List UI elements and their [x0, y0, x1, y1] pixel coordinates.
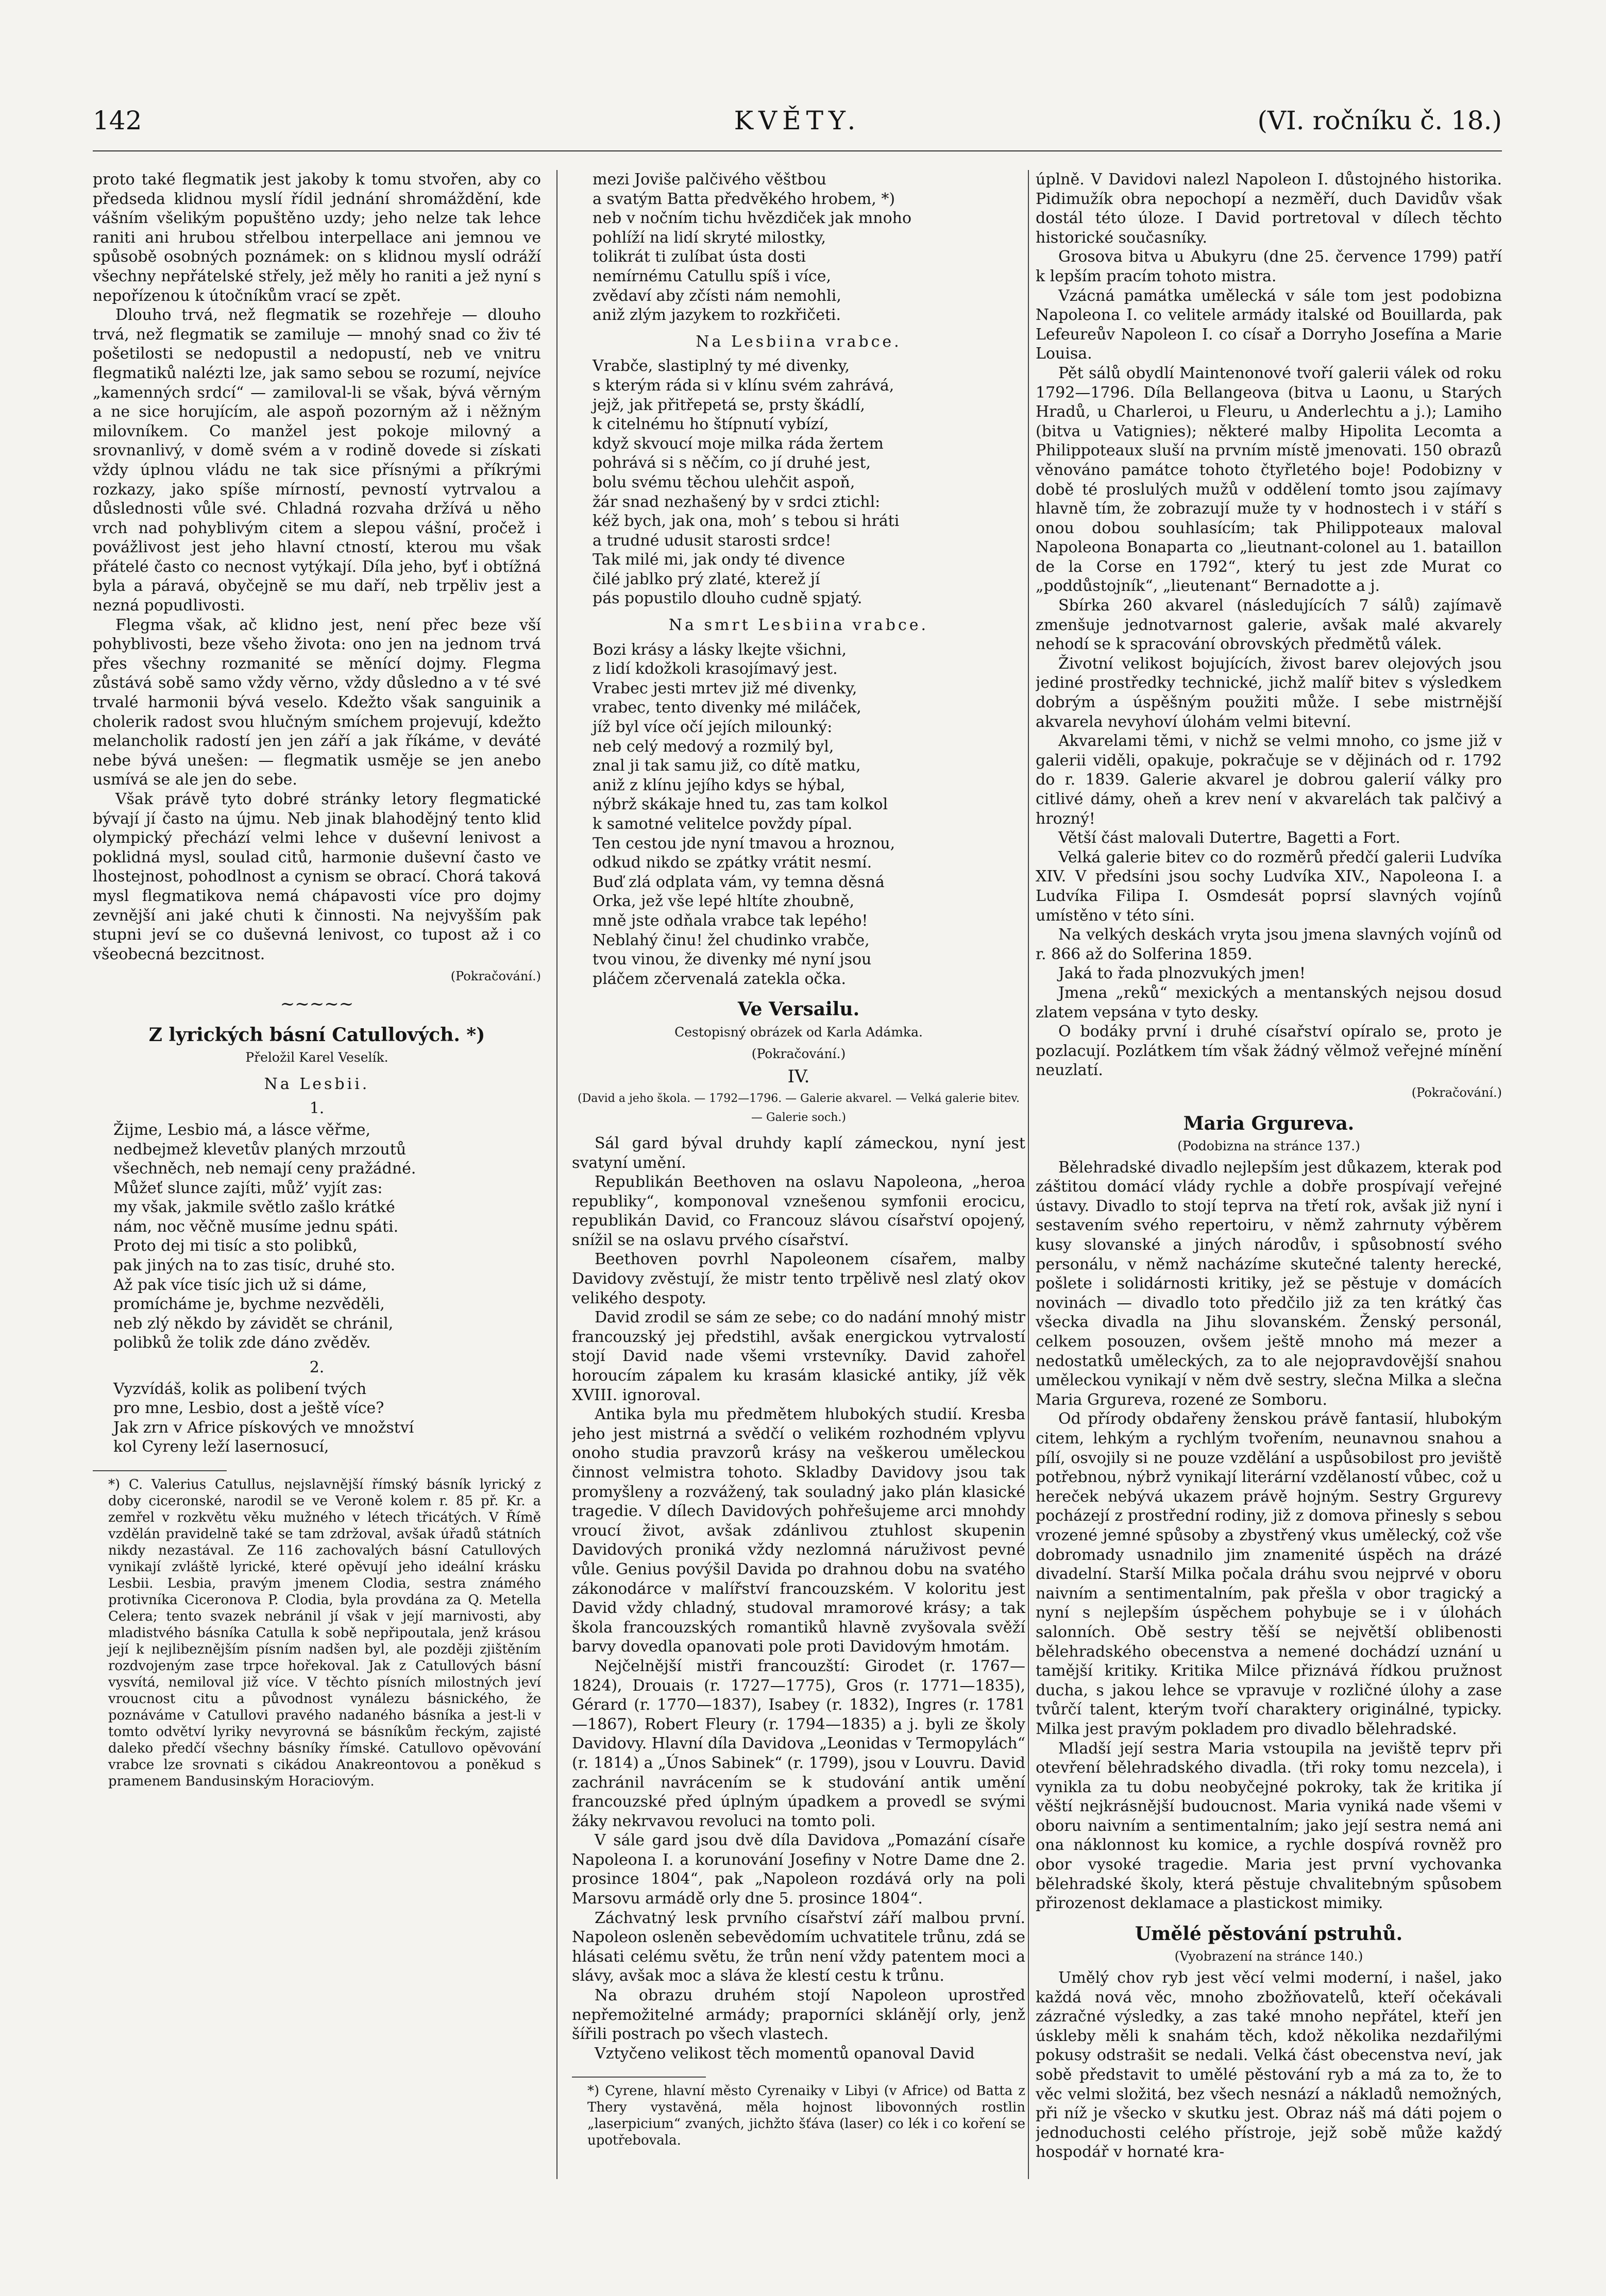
- column-2: [572, 170, 1025, 2210]
- article-paragraph: Antika byla mu předmětem hlubokých studií. Kresba jeho jest mistrná a svědčí o velikém rozhodném vplyvu onoho studia pravzorů krásy na veškerou uměleckou činnost velmistra tohoto. Skladby Davidovy jsou tak promyšleny a rozvážený, tak souladný jako plán klasické tragedie. V dílech Davidových pohřešujeme arci mnohdy vroucí život, avšak zdánlivou ztuhlost skupenin Davidových proniká vždy nezlomná náruživost pevné vůle. Genius povýšil Davida po drahnou dobu na svatého zákonodárce v malířství francouzském. V koloritu jest David vždy chladný, studoval mramorové krásy; a tak škola francouzských romantiků hlavně zvyšovala svěží barvy dovedla opanovati pole proti Davidovým hmotám.: [572, 1405, 1025, 1656]
- article-paragraph: Na velkých deskách vryta jsou jmena slavných vojínů od r. 866 až do Solferina 1859.: [1036, 926, 1502, 963]
- chapter-number: IV.: [787, 1066, 810, 1087]
- article-paragraph: Od přírody obdařeny ženskou právě fantasií, hlubokým citem, lehkým a rychlým tvořením, neunavnou snahou a pílí, osvojily si ne pouze vzdělání a uspůsobilost pro jeviště potřebnou, nýbrž vynikají literární vzdělaností vůbec, což u hereček nebývá ukazem právě hojným. Sestry Grgurevy pocházejí z prostřední rodiny, již z domova přinesly s sebou vrozené jemné spůsoby a zbystřený vkus umělecký, což vše dobromady usnadnilo jim znamenité úspěch na drázé divadelní. Starší Milka počala dráhu svou nejprvé v oboru naivním a sentimentalním, pak přešla v obor tragický a nyní s nejlepším úspěchem pohybuje se i v úlohách salonních. Obě sestry těší se největší oblibenosti bělehradského obecenstva a nemené dochádzí uznání u tamější kritiky. Kritika Milce přiznává řídkou pružnost ducha, s jakou lehce se vpravuje v rozličné úlohy a zase tvůrčí talent, kterým tvoří charaktery originálné, typicky. Milka jest pravým pokladem pro divadlo bělehradské.: [1036, 1410, 1502, 1738]
- article-paragraph: Na obrazu druhém stojí Napoleon uprostřed nepřemožitelné armády; praporníci sklánějí orly, jenž šířili postrach po všech vlastech.: [572, 1986, 1025, 2044]
- article-title: Umělé pěstování pstruhů.: [1135, 1923, 1403, 1945]
- poem-heading: Na smrt Lesbiina vrabce.: [668, 616, 929, 635]
- article-paragraph: Grosova bitva u Abukyru (dne 25. července 1799) patří k lepším pracím tohoto mistra.: [1036, 248, 1502, 285]
- article-subtitle: Cestopisný obrázek od Karla Adámka.: [674, 1024, 923, 1040]
- poem-text: mezi Joviše palčivého věštbou a svatým Batta předvěkého hrobem, *) neb v nočním tichu hvězdiček jak mnoho pohlíží na lidí skryté milostky, tolikrát ti zulíbat ústa dosti nemírnému Catullu spíš i více, zvědaví aby zčísti nám nemohli, aniž zlým jazykem to rozkřičeti.: [593, 171, 912, 325]
- article-paragraph: úplně. V Davidovi nalezl Napoleon I. důstojného historika. Pidimužík obra nepochopí a nezměří, duch Davidův však dostál této úloze. I David portretoval v dílech těchto historické současníky.: [1036, 171, 1502, 247]
- essay-paragraph: proto také flegmatik jest jakoby k tomu stvořen, aby co předseda klidnou myslí řídil jednání shromáždění, kde vášním všelikým popuštěno uzdy; jeho nelze tak lehce raniti ani hrubou střelbou interpellace ani jemnou ve spůsobě osobných poznámek: on s klidnou myslí odráží všechny nepřátelské střely, jež měly ho raniti a jež nyní s nepořízenou k útočníkům vrací se zpět.: [93, 171, 541, 305]
- essay-paragraph: Flegma však, ač klidno jest, není přec beze vší pohyblivosti, beze všeho života: ono jen na jednom trvá přes všechny rozmanité se měnící dojmy. Flegma zůstává sobě samo vždy věrno, vždy důsledno a v té své trvalé harmonii bývá veselo. Kdežto však sanguinik a cholerik radost svou hlučným smíchem projevují, kdežto melancholik radostí jen jen září a jak říkáme, v deváté nebe bývá unešen: — flegmatik usměje se jen anebo usmívá se ale jen do sebe.: [93, 616, 541, 789]
- article-subtitle: (Podobizna na stránce 137.): [1177, 1138, 1360, 1154]
- article-subtitle: (Vyobrazení na stránce 140.): [1174, 1949, 1363, 1964]
- poem-text: Bozi krásy a lásky lkejte všichni, z lidí kdožkoli krasojímavý jest. Vrabec jesti mrtev již mé divenky, vrabec, tento divenky mé miláček, jíž byl více očí jejích milounký: neb celý medový a rozmilý byl, znal ji tak samu již, co dítě matku, aniž z klínu jejího kdys se hýbal, nýbrž skákaje hned tu, zas tam kolkol k samotné velitelce povždy pípal. Ten cestou jde nyní tmavou a hroznou, odkud nikdo se zpátky vrátit nesmí. Buď zlá odplata vám, vy temna děsná Orka, jež vše lepé hltíte zhoubně, mně jste odňala vrabce tak lepého! Neblahý činu! žel chudinko vrabče, tvou vinou, že divenky mé nyní jsou pláčem zčervenalá zatekla očka.: [593, 640, 895, 988]
- essay-paragraph: Dlouho trvá, než flegmatik se rozehřeje — dlouho trvá, než flegmatik se zamiluje — mnohý snad co živ té pošetilosti se nedopustil a nedopustí, neb ve vnitru flegmatiků nalézti lze, jak samo sebou se rozumí, nejvíce „kamenných srdcí“ — zamiloval-li se však, bývá věrným a ne sice horujícím, ale aspoň pozorným až i něžným milovníkem. Co manžel jest pokoje milovný a srovnanlivý, v domě svém a v rodině dovede si získati vždy úplnou vládu ne tak sice přísnými a příkrými rozkazy, jako spíše mírností, pevností vytrvalou a důslednosti vůle své. Chladná rozvaha držívá u něho vrch nad pohyblivým citem a slepou vášní, pročež i povážlivost jest jeho hlavní ctností, kterou mu však přátelé často co necnost vytýkají. Díla jeho, byť i obtížná byla a páravá, obyčejně se mu daří, neb trpěliv jest a nezná popudlivosti.: [93, 306, 541, 615]
- footnote-rule: [572, 2077, 706, 2078]
- journal-title: KVĚTY.: [734, 106, 861, 135]
- poem-heading: Na Lesbiina vrabce.: [696, 332, 902, 351]
- footnote: *) C. Valerius Catullus, nejslavnější římský básník lyrický z doby ciceronské, narodil se ve Veroně kolem r. 85 př. Kr. a zemřel v rozkvětu věku mužného v létech třicátých. V Římě vzdělán pravidelně také se tam zdržoval, avšak úřadů státních nikdy nezastával. Ze 116 zachovalých básní Catullových vynikají zvláště lyrické, které opěvují jeho ideální krásku Lesbii. Lesbia, pravým jmenem Clodia, sestra známého protivníka Ciceronova P. Clodia, byla provdána za Q. Metella Celera; tento svazek nebránil jí však v její marnivosti, aby mladistvého básníka Catulla k sobě nepřipoutala, jenž krásou její k nejlibeznějším písním nadšen byl, ale později zjištěním rozdvojeným zase trpce hořekoval. Jak z Catullových básní vysvítá, nemiloval již více. V těchto písních milostných jeví vroucnost citu a původnost vynálezu básnického, že poznáváme v Catullovi pravého nadaného básníka a jest-li v tomto odvětví lyriky nevyrovná se básníkům řeckým, zajisté daleko předčí všechny básníky římské. Catullovo opěvování vrabce lze srovnati s cikádou Anakreontovou a poněkud s pramenem Bandusinským Horaciovým.: [108, 1477, 541, 1789]
- column-divider: [1028, 170, 1029, 2179]
- poem-part-number: 1.: [309, 1099, 325, 1118]
- separator-ornament: ~~~~~: [280, 993, 354, 1014]
- chapter-caption: (David a jeho škola. — 1792—1796. — Galerie akvarel. — Velká galerie bitev. — Galerie soch.): [577, 1092, 1020, 1125]
- continued-note: (Pokračování.): [751, 1046, 846, 1061]
- poem-text: Vyzvídáš, kolik as polibení tvých pro mne, Lesbio, dost a ještě více? Jak zrn v Africe pískových ve množství kol Cyreny leží lasernosucí,: [113, 1380, 414, 1456]
- article-paragraph: Jmena „reků“ mexických a mentanských nejsou dosud zlatem vepsána v tyto desky.: [1036, 983, 1502, 1022]
- article-paragraph: Nejčelnější mistři francouzští: Girodet (r. 1767—1824), Drouais (r. 1727—1775), Gros (r. 1771—1835), Gérard (r. 1770—1837), Isabey (r. 1832), Ingres (r. 1781—1867), Robert Fleury (r. 1794—1835) a j. byli ze školy Davidovy. Hlavní díla Davidova „Leonidas v Termopylách“ (r. 1814) a „Únos Sabinek“ (r. 1799), jsou v Louvru. David zachránil navrácením se k studování antik umění francouzské před úplným úpadkem a provedl se svými žáky nekrvavou revoluci na tomto poli.: [572, 1657, 1025, 1830]
- poem-text: Žijme, Lesbio má, a lásce věřme, nedbejmež klevetův planých mrzoutů všechněch, neb nemají ceny pražádné. Můžeť slunce zajíti, můž’ vyjít zas: my však, jakmile světlo zašlo krátké nám, noc věčně musíme jednu spáti. Proto dej mi tisíc a sto polibků, pak jiných na to zas tisíc, druhé sto. Až pak více tisíc jich už si dáme, promícháme je, bychme nezvěděli, neb zlý někdo by závidět se chránil, polibků že tolik zde dáno zvěděv.: [113, 1120, 416, 1352]
- footnote: *) Cyrene, hlavní město Cyrenaiky v Libyi (v Africe) od Batta z Thery vystavěná, měla hojnost libovonných rostlin „laserpicium“ zvaných, jichžto šťáva (laser) co lék i co koření se upotřebovala.: [587, 2083, 1025, 2149]
- poem-heading: Na Lesbii.: [264, 1075, 370, 1093]
- article-paragraph: Bělehradské divadlo nejlepším jest důkazem, kterak pod záštitou domácí vlády rychle a dobře prospívají veřejné ústavy. Divadlo to stojí teprva na třetí rok, avšak již nyní i sestavením svého repertoiru, v němž zahrnuty výběrem kusy slovanské a jiných národův, i spůsobností svého personálu, v němž nacházíme skutečné talenty herecké, pošlete i solidárnosti kritiky, jež se pěstuje v domácích novinách — divadlo toto předčilo již za ten krátký čas všecka divadla na Jihu slovanském. Ženský personál, celkem posouzen, ovšem ještě mnoho má mezer a nedostatků uměleckých, za to ale nejopravdovější snahou uměleckou vynikají v něm dvě sestry, slečna Milka a slečna Maria Grgureva, rozené ze Somboru.: [1036, 1158, 1502, 1409]
- article-paragraph: Pět sálů obydlí Maintenonové tvoří galerii válek od roku 1792—1796. Díla Bellangeova (bitva u Laonu, u Starých Hradů, u Charleroi, u Fleuru, u Anderlechtu a j.); Lamiho (bitva u Vatignies); některé malby Hipolita Lecomta a Philippoteaux sluší na prvním místě jmenovati. 150 obrazů věnováno památce tohoto čtyřletého boje! Podobizny v době té proslulých mužů v oddělení tomto jsou zajímavy hlavně tím, že zobrazují muže ty v hodnostech i v stáří s onou dobou souhlasícím; tak Philippoteaux maloval Napoleona Bonaparta co „lieutnant-colonel au 1. bataillon de la Corse en 1792“, který tu jest zde Murat co „poddůstojník“, „lieutenant“ Bernadotte a j.: [1036, 364, 1502, 596]
- column-divider: [556, 170, 557, 2179]
- article-paragraph: Vztyčeno velikost těch momentů opanoval David: [595, 2044, 975, 2063]
- article-title: Ve Versailu.: [737, 998, 860, 1021]
- article-paragraph: Jaká to řada plnozvukých jmen!: [1058, 964, 1306, 983]
- essay-paragraph: Však právě tyto dobré stránky letory flegmatické bývají jí často na újmu. Neb jinak blahodějný tento klid olympický přechází velmi lehce v duševní lenivost a poklidná mysl, soulad citů, harmonie duševní často ve lhostejnost, pohodlnost a cynism se obrací. Chorá taková mysl flegmatikova nemá chápavosti více pro dojmy zevnější ani jaké chuti k činnosti. Na nejvyšším pak stupni jeví se co duševná lenivost, co tupost až i co všeobecná bezcitnost.: [93, 790, 541, 963]
- article-title: Maria Grgureva.: [1183, 1112, 1355, 1134]
- article-paragraph: Sbírka 260 akvarel (následujících 7 sálů) zajímavě zmenšuje jednotvarnost galerie, avšak malé akvarely nehodí se k spracování obrovských předmětů válek.: [1036, 597, 1502, 654]
- continued-note: (Pokračování.): [450, 969, 541, 984]
- poems-title: Z lyrických básní Catullových. *): [148, 1024, 485, 1046]
- page-number: 142: [93, 106, 142, 135]
- continued-note: (Pokračování.): [1411, 1085, 1502, 1100]
- column-3: [1036, 170, 1502, 2210]
- article-paragraph: Sál gard býval druhdy kaplí zámeckou, nyní jest svatyní umění.: [572, 1134, 1025, 1172]
- header-rule: [93, 150, 1502, 151]
- article-paragraph: Beethoven povrhl Napoleonem císařem, malby Davidovy zvěstují, že mistr tento trpělivě nesl zlatý okov velikého despoty.: [572, 1250, 1025, 1307]
- article-paragraph: Větší část malovali Dutertre, Bagetti a Fort.: [1058, 829, 1400, 847]
- article-paragraph: O bodáky první i druhé císařství opíralo se, proto je pozlacují. Pozlátkem tím však žádný vělmož veřejné mínění neuzlatí.: [1036, 1023, 1502, 1080]
- article-paragraph: Umělý chov ryb jest věcí velmi moderní, i našel, jako každá nová věc, mnoho zbožňovatelů, kteří očekávali zázračné výsledky, a zas také mnoho nepřátel, kteří jen úskleby měli k snahám těch, kdož několika nezdařilými pokusy odstrašit se nedali. Velká část obecenstva neví, jak sobě představit to umělé pěstování ryb a má za to, že to věc velmi složitá, bez všech nesnází a nákladů nemožných, při níž je všecko v skutku jest. Obraz náš má dáti pojem o jednoduchosti celého přístroje, jejž sobě může každý hospodář v hornaté kra-: [1036, 1969, 1502, 2162]
- issue-label: (VI. ročníku č. 18.): [1257, 106, 1502, 135]
- article-paragraph: Mladší její sestra Maria vstoupila na jeviště teprv při otevření bělehradského divadla. (tři roky tomu nezcela), i vynikla za tu dobu neobyčejné pokroky, tak že kritika jí věští nejkrásnější budoucnost. Maria vyniká nade všemi v oboru naivním a sentimentalním; jako její sestra nemá ani ona náklonnost ku komice, a rychle dospívá rovněž pro obor vysoké tragedie. Maria jest první vychovanka bělehradské školy, která pěstuje chvalitebným spůsobem přirozenost deklamace a plastickost mimiky.: [1036, 1739, 1502, 1913]
- article-paragraph: Velká galerie bitev co do rozměrů předčí galerii Ludvíka XIV. V předsíni jsou sochy Ludvíka XIV., Napoleona I. a Ludvíka Filipa I. Osmdesát poprsí slavných vojínů umístěno v této síni.: [1036, 848, 1502, 925]
- article-paragraph: V sále gard jsou dvě díla Davidova „Pomazání císaře Napoleona I. a korunování Josefiny v Notre Dame dne 2. prosince 1804“, pak „Napoleon rozdává orly na poli Marsovu armádě orly dne 5. prosince 1804“.: [572, 1831, 1025, 1908]
- translator-credit: Přeložil Karel Veselík.: [245, 1050, 388, 1065]
- column-1: [93, 170, 541, 2153]
- article-paragraph: Vzácná památka umělecká v sále tom jest podobizna Napoleona I. co velitele armády italské od Bouillarda, pak Lefeureův Napoleon I. co císař a Dorryho Josefína a Marie Louisa.: [1036, 286, 1502, 363]
- footnote-rule: [93, 1470, 227, 1471]
- poem-part-number: 2.: [309, 1358, 325, 1377]
- article-paragraph: Republikán Beethoven na oslavu Napoleona, „heroa republiky“, komponoval vznešenou symfonii erocicu, republikán David, co Francouz slávou císařství opojený, snížil se na oslavu prvého císařství.: [572, 1173, 1025, 1249]
- article-paragraph: Životní velikost bojujících, živost barev olejových jsou jediné prostředky technické, jichž malíř bitev s výsledkem dobrým a úspěšným použiti může. I sebe mistrnější akvarela nevyhoví úlohám velmi bitevní.: [1036, 654, 1502, 731]
- article-paragraph: David zrodil se sám ze sebe; co do nadání mnohý mistr francouzský jej předstihl, avšak energickou vytrvalostí stojí David nade všemi vrstevníky. David zahořel horoucím zápalem ku krasám klasické antiky, jíž věk XVIII. ignoroval.: [572, 1308, 1025, 1404]
- poem-text: Vrabče, slastiplný ty mé divenky, s kterým ráda si v klínu svém zahrává, jejž, jak přitřepetá se, prsty škádlí, k citelnému ho štípnutí vybízí, když skvoucí moje milka ráda žertem pohrává si s něčím, co jí druhé jest, bolu svému těchou ulehčit aspoň, žár snad nezhašený by v srdci ztichl: kéž bych, jak ona, moh’ s tebou si hráti a trudné udusit starosti srdce! Tak milé mi, jak ondy té divence čilé jablko prý zlaté, kterež jí pás popustilo dlouho cudně spjatý.: [593, 357, 900, 608]
- article-paragraph: Akvarelami těmi, v nichž se velmi mnoho, co jsme již v galerii viděli, opakuje, pokračuje se v dějinách od r. 1792 do r. 1839. Galerie akvarel je dobrou galerií války pro citlivé dámy, oheň a krev není v akvarelách tak palčivý a hrozný!: [1036, 732, 1502, 828]
- article-paragraph: Záchvatný lesk prvního císařství září malbou první. Napoleon osleněn sebevědomím uchvatitele trůnu, zdá se hlásati celému světu, že trůn není vždy patentem moci a slávy, avšak moc a sláva že klestí cestu k trůnu.: [572, 1909, 1025, 1985]
